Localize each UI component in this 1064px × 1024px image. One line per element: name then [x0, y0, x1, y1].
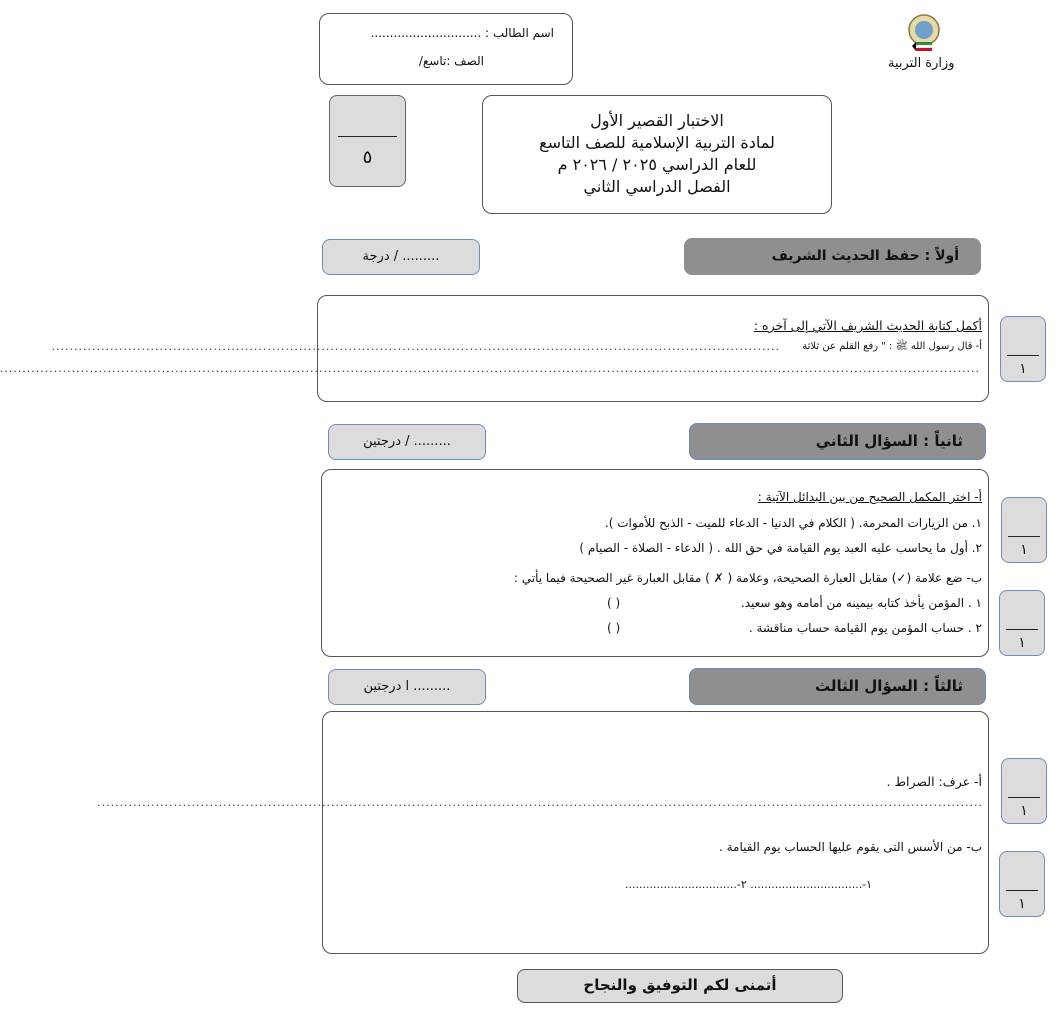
- score-line: [1006, 890, 1038, 891]
- total-score-value: ٥: [362, 147, 373, 168]
- score-line: [1008, 797, 1040, 798]
- ministry-name: وزارة التربية: [888, 56, 955, 71]
- footer-banner: أتمنى لكم التوفيق والنجاح: [517, 969, 843, 1003]
- section2-b1-answer[interactable]: ( ): [607, 596, 621, 610]
- section3-a-dots: .....................................................................................................................................................................................................: [97, 796, 983, 809]
- section1-answer-dots-2: ..........................................................................................................................................................................................................................: [0, 362, 980, 375]
- total-score-box: [329, 95, 406, 187]
- section3-b-answers: ١-................................ ٢-................................: [625, 878, 873, 891]
- section3-box: [97, 711, 989, 954]
- section2-part-a-title: أ- اختر المكمل الصحيح من بين البدائل الآتية :: [757, 490, 982, 504]
- section2-b1: ١ . المؤمن يأخذ كتابه بيمينه من أمامه وهو سعيد.: [740, 596, 982, 610]
- student-name-label: اسم الطالب : .............................: [370, 26, 554, 40]
- section1-score: ١: [1019, 361, 1027, 377]
- section3-score-a-box: [1001, 758, 1047, 824]
- title-line-1: الاختبار القصير الأول: [590, 111, 724, 130]
- section2-grade: ......... / درجتين: [328, 424, 486, 460]
- score-line: [1006, 629, 1038, 630]
- score-line: [1007, 355, 1039, 356]
- section2-heading: ثانياً : السؤال الثاني: [689, 423, 986, 460]
- section2-score-b: ١: [1018, 635, 1026, 651]
- title-line-2: لمادة التربية الإسلامية للصف التاسع: [539, 133, 775, 152]
- section2-score-b-box: [999, 590, 1045, 656]
- section1-heading: أولاً : حفظ الحديث الشريف: [684, 238, 981, 275]
- section3-score-a: ١: [1020, 803, 1028, 819]
- section2-a2: ٢. أول ما يحاسب عليه العبد يوم القيامة في حق الله . ( الدعاء - الصلاة - الصيام ): [579, 541, 982, 555]
- section2-score-a-box: [1001, 497, 1047, 563]
- class-label: الصف :تاسع/: [418, 54, 484, 68]
- score-line: [338, 136, 397, 137]
- exam-title-box: [482, 95, 832, 214]
- section1-score-box: [1000, 316, 1046, 382]
- section2-b2: ٢ . حساب المؤمن يوم القيامة حساب مناقشة .: [748, 621, 982, 635]
- section2-a1: ١. من الزيارات المحرمة. ( الكلام في الدنيا - الدعاء للميت - الذبح للأموات ).: [604, 516, 982, 530]
- section3-score-b: ١: [1018, 896, 1026, 912]
- title-line-4: الفصل الدراسي الثاني: [583, 177, 731, 196]
- section3-a: أ- عرف: الصراط .: [886, 774, 982, 789]
- section3-heading: ثالثاً : السؤال الثالث: [689, 668, 986, 705]
- section2-score-a: ١: [1020, 542, 1028, 558]
- section1-instruction: أكمل كتابة الحديث الشريف الآتي إلى آخره :: [753, 318, 982, 333]
- section1-line-a: أ- قال رسول الله ﷺ : " رفع القلم عن ثلاثة: [802, 341, 982, 352]
- title-line-3: للعام الدراسي ٢٠٢٥ / ٢٠٢٦ م: [557, 155, 757, 174]
- section3-grade: ......... ا درجتين: [328, 669, 486, 705]
- section1-grade: ......... / درجة: [322, 239, 480, 275]
- section2-part-b-title: ب- ضع علامة (✓) مقابل العبارة الصحيحة، وعلامة ( ✗ ) مقابل العبارة غير الصحيحة فيما يأتي :: [513, 571, 982, 585]
- section1-answer-dots-1: ..................................................................................................................................................................: [51, 340, 780, 353]
- ministry-logo: [904, 12, 944, 56]
- score-line: [1008, 536, 1040, 537]
- section2-b2-answer[interactable]: ( ): [607, 621, 621, 635]
- section2-box: [321, 469, 989, 657]
- student-info-box: [319, 13, 573, 85]
- section3-b: ب- من الأسس التى يقوم عليها الحساب يوم القيامة .: [718, 840, 982, 854]
- section3-score-b-box: [999, 851, 1045, 917]
- section1-box: [0, 295, 989, 402]
